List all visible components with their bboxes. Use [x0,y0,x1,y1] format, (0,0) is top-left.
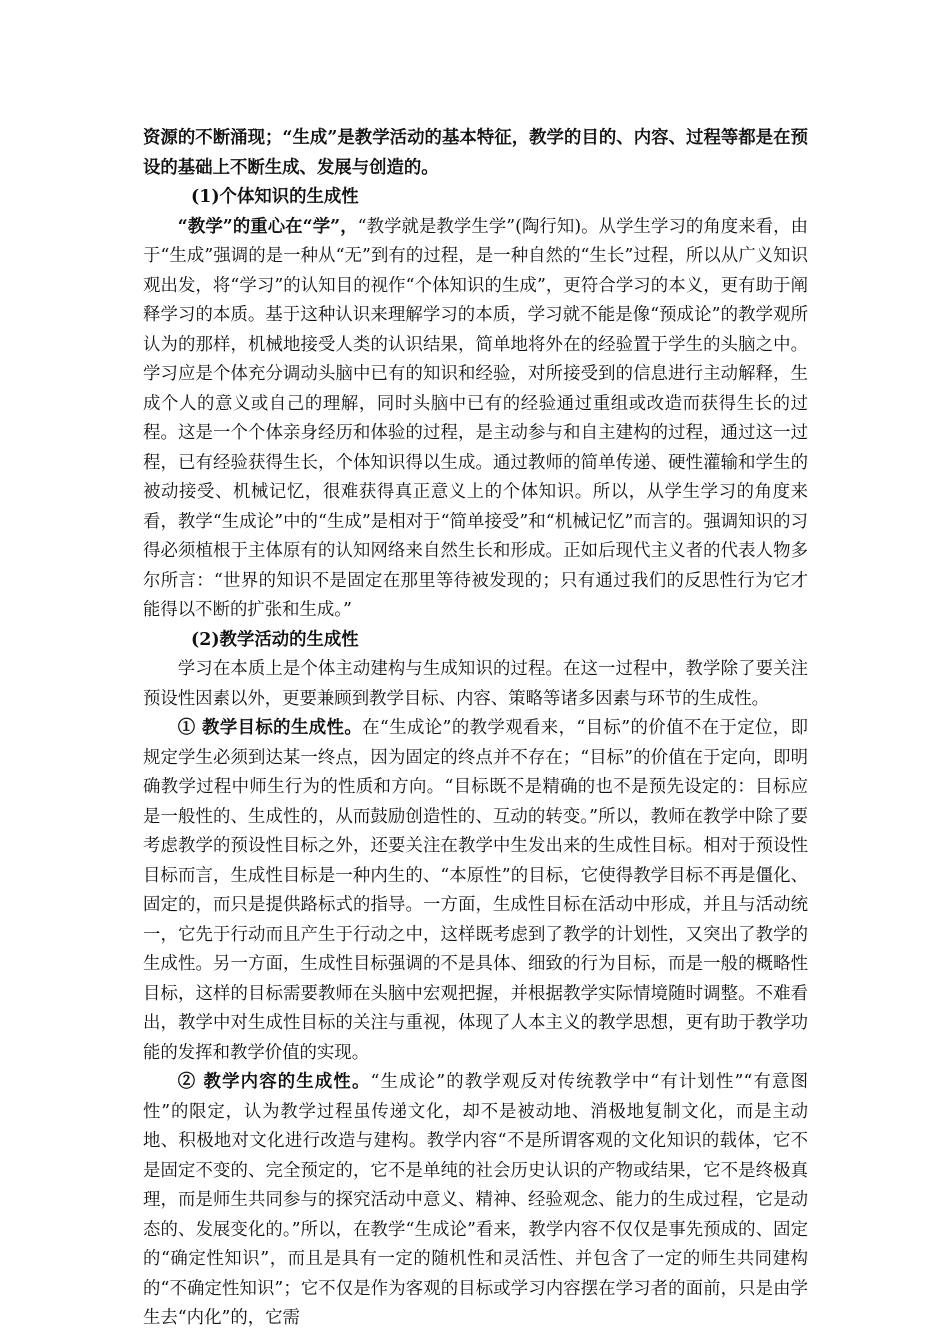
paragraph-teaching-activity: 学习在本质上是个体主动建构与生成知识的过程。在这一过程中，教学除了要关注预设性因素以外，更要兼顾到教学目标、内容、策略等诸多因素与环节的生成性。 [143,659,808,709]
paragraph-lead: ① 教学目标的生成性。 [177,718,363,738]
document-page [143,124,808,1334]
heading-individual-knowledge: (1)个体知识的生成性 [191,187,359,207]
paragraph-lead: ② 教学内容的生成性。 [177,1072,371,1092]
paragraph-teaching-goals [143,714,808,1068]
paragraph-body: 在“生成论”的教学观看来，“目标”的价值不在于定位，即规定学生必须到达某一终点，因为固定的终点并不存在；“目标”的价值在于定向，即明确教学过程中师生行为的性质和方向。“目标既不是精确的也不是预先设定的：目标应是一般性的、生成性的，从而鼓励创造性的、互动的转变。”所以，教师在教学中除了要考虑教学的预设性目标之外，还要关注在教学中生发出来的生成性目标。相对于预设性目标而言，生成性目标是一种内生的、“本原性”的目标，它使得教学目标不再是僵化、固定的，而只是提供路标式的指导。一方面，生成性目标在活动中形成，并且与活动统一，它先于行动而且产生于行动之中，这样既考虑到了教学的计划性，又突出了教学的生成性。另一方面，生成性目标强调的不是具体、细致的行为目标，而是一般的概略性目标，这样的目标需要教师在头脑中宏观把握，并根据教学实际情境随时调整。不难看出，教学中对生成性目标的关注与重视，体现了人本主义的教学思想，更有助于教学功能的发挥和教学价值的实现。 [143,718,808,1063]
paragraph-teaching-content [143,1068,808,1334]
paragraph-intro: 资源的不断涌现；“生成”是教学活动的基本特征，教学的目的、内容、过程等都是在预设的基础上不断生成、发展与创造的。 [143,128,808,178]
paragraph-lead: “教学”的重心在“学”， [177,216,358,237]
paragraph-body: “教学就是教学生学”(陶行知)。从学生学习的角度来看，由于“生成”强调的是一种从“无”到有的过程，是一种自然的“生长”过程，所以从广义知识观出发，将“学习”的认知目的视作“个体知识的生成”，更符合学习的本义，更有助于阐释学习的本质。基于这种认识来理解学习的本质，学习就不能是像“预成论”的教学观所认为的那样，机械地接受人类的认识结果，简单地将外在的经验置于学生的头脑之中。学习应是个体充分调动头脑中已有的知识和经验，对所接受到的信息进行主动解释，生成个人的意义或自己的理解，同时头脑中已有的经验通过重组或改造而获得生长的过程。这是一个个体亲身经历和体验的过程，是主动参与和自主建构的过程，通过这一过程，已有经验获得生长，个体知识得以生成。通过教师的简单传递、硬性灌输和学生的被动接受、机械记忆，很难获得真正意义上的个体知识。所以，从学生学习的角度来看，教学“生成论”中的“生成”是相对于“简单接受”和“机械记忆”而言的。强调知识的习得必须植根于主体原有的认知网络来自然生长和形成。正如后现代主义者的代表人物多尔所言：“世界的知识不是固定在那里等待被发现的；只有通过我们的反思性行为它才能得以不断的扩张和生成。” [143,216,808,620]
paragraph-body: “生成论”的教学观反对传统教学中“有计划性”“有意图性”的限定，认为教学过程虽传递文化，却不是被动地、消极地复制文化，而是主动地、积极地对文化进行改造与建构。教学内容“不是所谓客观的文化知识的载体，它不是固定不变的、完全预定的，它不是单纯的社会历史认识的产物或结果，它不是终极真理，而是师生共同参与的探究活动中意义、精神、经验观念、能力的生成过程，它是动态的、发展变化的。”所以，在教学“生成论”看来，教学内容不仅仅是事先预成的、固定的“确定性知识”，而且是具有一定的随机性和灵活性、并包含了一定的师生共同建构的“不确定性知识”；它不仅是作为客观的目标或学习内容摆在学习者的面前，只是由学生去“内化”的，它需 [143,1072,808,1328]
heading-teaching-activity: (2)教学活动的生成性 [191,629,359,650]
paragraph-individual-knowledge [143,213,808,626]
